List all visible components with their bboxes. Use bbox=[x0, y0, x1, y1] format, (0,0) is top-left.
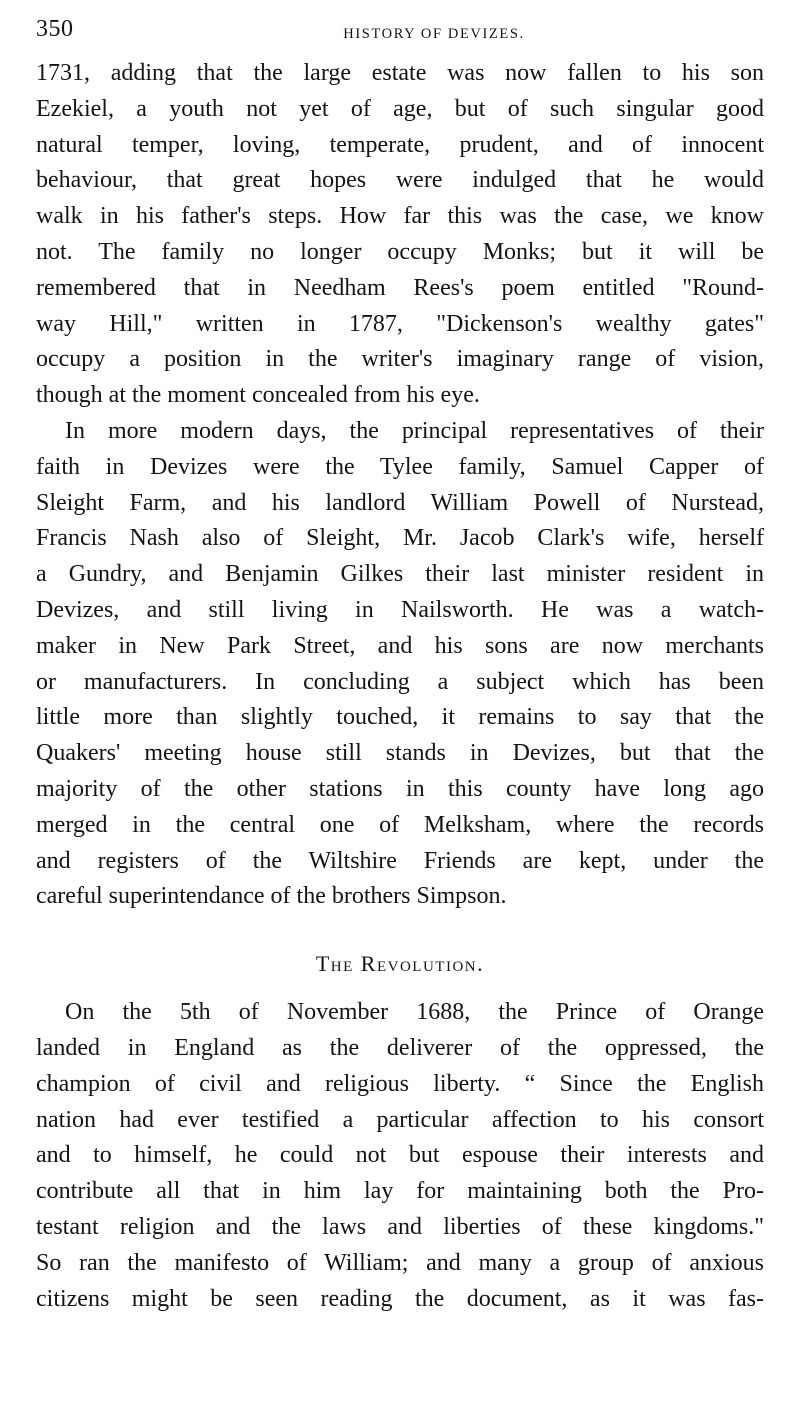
text-line: way Hill," written in 1787, "Dickenson's wealthy gates" bbox=[36, 310, 764, 337]
text-line: occupy a position in the writer's imaginary range of vision, bbox=[36, 346, 764, 373]
text-line: champion of civil and religious liberty. “ Since the English bbox=[36, 1070, 764, 1097]
text-line: 1731, adding that the large estate was now fallen to his son bbox=[36, 60, 764, 86]
text-line: walk in his father's steps. How far this was the case, we know bbox=[36, 203, 764, 230]
text-line: Francis Nash also of Sleight, Mr. Jacob Clark's wife, herself bbox=[36, 525, 764, 552]
text-line: and to himself, he could not but espouse their interests and bbox=[36, 1142, 764, 1169]
book-page bbox=[36, 14, 764, 1317]
paragraph-quakers bbox=[36, 414, 764, 915]
running-head bbox=[36, 14, 764, 56]
page-number: 350 bbox=[36, 16, 74, 42]
text-line: citizens might be seen reading the document, as it was fas- bbox=[36, 1285, 764, 1312]
text-line: or manufacturers. In concluding a subject which has been bbox=[36, 668, 764, 695]
text-line: contribute all that in him lay for maintaining both the Pro- bbox=[36, 1178, 764, 1205]
text-line: Quakers' meeting house still stands in Devizes, but that the bbox=[36, 740, 764, 767]
text-line: Ezekiel, a youth not yet of age, but of such singular good bbox=[36, 95, 764, 122]
text-line: a Gundry, and Benjamin Gilkes their last minister resident in bbox=[36, 561, 764, 588]
text-line: maker in New Park Street, and his sons are now merchants bbox=[36, 632, 764, 659]
text-line: careful superintendance of the brothers Simpson. bbox=[36, 883, 507, 910]
running-title: HISTORY OF DEVIZES. bbox=[343, 26, 525, 42]
text-line: nation had ever testified a particular affection to his consort bbox=[36, 1106, 764, 1133]
text-line: not. The family no longer occupy Monks; but it will be bbox=[36, 238, 764, 265]
text-line: testant religion and the laws and liberties of these kingdoms." bbox=[36, 1213, 764, 1240]
text-line: So ran the manifesto of William; and many a group of anxious bbox=[36, 1249, 764, 1276]
text-line: though at the moment concealed from his eye. bbox=[36, 382, 480, 409]
text-line: On the 5th of November 1688, the Prince of Orange bbox=[65, 999, 764, 1026]
text-line: and registers of the Wiltshire Friends are kept, under the bbox=[36, 847, 764, 874]
text-line: natural temper, loving, temperate, prudent, and of innocent bbox=[36, 131, 764, 158]
section-heading: The Revolution. bbox=[315, 951, 485, 977]
text-line: behaviour, that great hopes were indulged that he would bbox=[36, 167, 764, 194]
text-line: landed in England as the deliverer of the oppressed, the bbox=[36, 1034, 764, 1061]
text-line: In more modern days, the principal representatives of their bbox=[65, 417, 764, 444]
text-line: faith in Devizes were the Tylee family, Samuel Capper of bbox=[36, 453, 764, 480]
text-line: Devizes, and still living in Nailsworth. He was a watch- bbox=[36, 596, 764, 623]
text-line: Sleight Farm, and his landlord William Powell of Nurstead, bbox=[36, 489, 764, 516]
text-line: majority of the other stations in this county have long ago bbox=[36, 775, 764, 802]
text-line: little more than slightly touched, it remains to say that the bbox=[36, 704, 764, 731]
text-line: remembered that in Needham Rees's poem entitled "Round- bbox=[36, 274, 764, 301]
paragraph-continuation bbox=[36, 56, 764, 414]
paragraph-revolution bbox=[36, 995, 764, 1317]
text-line: merged in the central one of Melksham, where the records bbox=[36, 811, 764, 838]
